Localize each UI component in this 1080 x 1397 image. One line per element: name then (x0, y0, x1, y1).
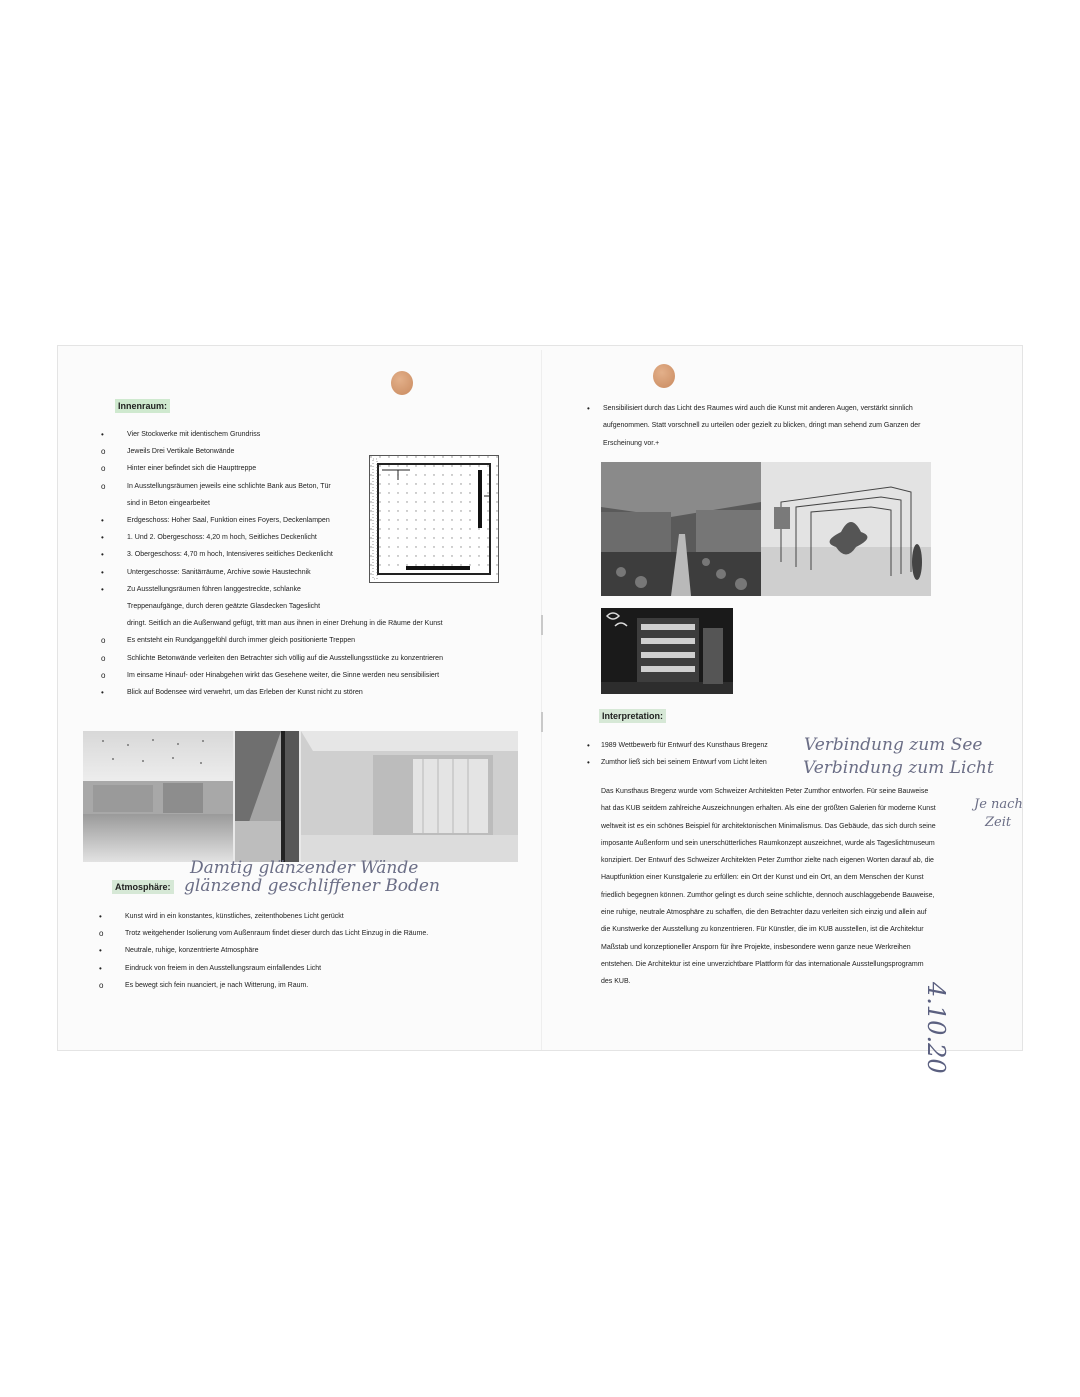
list-item: o Schlichte Betonwände verleiten den Betrachter sich völlig auf die Ausstellungsstücke zu konzentrieren (101, 653, 443, 663)
text-line: eine ruhige, neutrale Atmosphäre zu schaffen, die den Betrachter dazu verleiten sich einzig und allein auf (601, 909, 927, 917)
interpretation-heading: Interpretation: (599, 709, 666, 723)
floor-plan-image (369, 455, 499, 583)
list-item: • Erdgeschoss: Hoher Saal, Funktion eines Foyers, Deckenlampen (101, 516, 330, 526)
innenraum-heading: Innenraum: (115, 399, 170, 413)
text-line: hat das KUB seitdem zahlreiche Auszeichnungen erhalten. Als eine der größten Galerien für moderne Kunst (601, 805, 936, 813)
text-line: Hauptfunktion einer Kunstgalerie zu erfüllen: ein Ort der Kunst und ein Ort, an dem Menschen der Kunst (601, 874, 924, 882)
list-item: • 1. Und 2. Obergeschoss: 4,20 m hoch, Seitliches Deckenlicht (101, 533, 317, 543)
list-item: sind in Beton eingearbeitet (127, 499, 210, 507)
bullet: • (587, 404, 590, 413)
list-item: • Zu Ausstellungsräumen führen langgestreckte, schlanke (101, 584, 301, 594)
list-item: • Vier Stockwerke mit identischem Grundriss (101, 430, 261, 439)
text-line: die Kunstwerke der Ausstellung zu konzentrieren. Für Künstler, die im KUB ausstellen, ist die Architektur (601, 926, 924, 934)
handwritten-date: 4.10.20 (922, 982, 950, 1074)
list-item: • Zumthor ließ sich bei seinem Entwurf vom Licht leiten (587, 758, 767, 768)
text-line: Erscheinung vor.+ (603, 439, 660, 447)
building-night-photo (601, 608, 733, 694)
list-item: o Trotz weitgehender Isolierung vom Außenraum findet dieser durch das Licht Einzug in die Räume. (99, 929, 429, 939)
atmosphaere-list (99, 908, 529, 994)
list-item: • 3. Obergeschoss: 4,70 m hoch, Intensiveres seitliches Deckenlicht (101, 550, 333, 560)
handwritten-note: Je nach (974, 797, 1023, 812)
handwritten-note: Verbindung zum Licht (803, 758, 994, 778)
text-line: Sensibilisiert durch das Licht des Raumes wird auch die Kunst mit anderen Augen, verstärkt sinnlich (603, 405, 913, 412)
list-item: o Hinter einer befindet sich die Haupttreppe (101, 464, 257, 474)
list-item: o In Ausstellungsräumen jeweils eine schlichte Bank aus Beton, Tür (101, 481, 331, 491)
handwritten-note: Damtig glänzender Wände (190, 858, 419, 878)
atmosphaere-heading: Atmosphäre: (112, 880, 174, 894)
center-fold (541, 350, 542, 1050)
list-item: o Jeweils Drei Vertikale Betonwände (101, 447, 235, 457)
handwritten-note: Verbindung zum See (804, 735, 983, 755)
text-line: konzipiert. Der Entwurf des Schweizer Architekten Peter Zumthor zielte nach eigenen Worten darauf ab, die (601, 857, 934, 865)
list-item: • Kunst wird in ein konstantes, künstliches, zeitenthobenes Licht gerückt (99, 912, 344, 921)
pin-right (653, 364, 675, 388)
list-item: dringt. Seitlich an die Außenwand gefügt, tritt man aus ihnen in einer Drehung in die Räume der Kunst (127, 620, 443, 628)
list-item: • Eindruck von freiem in den Ausstellungsraum einfallendes Licht (99, 963, 322, 973)
text-line: aufgenommen. Statt vorschnell zu urteilen oder gezielt zu blicken, dringt man sehend zum Ganzen der (603, 422, 921, 430)
text-line: weltweit ist es ein schönes Beispiel für architektonischen Minimalismus. Das Gebäude, das sich durch seine (601, 822, 936, 830)
interpretation-list (587, 737, 807, 771)
list-item: • Blick auf Bodensee wird verwehrt, um das Erleben der Kunst nicht zu stören (101, 688, 363, 698)
exhibition-photos (601, 462, 931, 596)
text-line: Maßstab und konzeptioneller Ansporn für ihre Projekte, insbesondere wenn ganze neue Werkreihen (601, 943, 911, 951)
text-line: imposante Außenform und sein unerschütterliches Raumkonzept auszeichnet, wurde als Tageslichtmuseum (601, 839, 935, 847)
text-line: friedlich begegnen können. Zumthor gelingt es durch seine schlichte, dennoch auschlaggebende Bauweise, (601, 891, 935, 899)
text-line: Das Kunsthaus Bregenz wurde vom Schweizer Architekten Peter Zumthor entworfen. Für seine Bauweise (601, 788, 929, 795)
text-line: entstehen. Die Architektur ist eine unverzichtbare Plattform für das internationale Ausstellungsprogramm (601, 960, 924, 968)
list-item: o Es bewegt sich fein nuanciert, je nach Witterung, im Raum. (99, 980, 309, 990)
interpretation-paragraph (601, 783, 971, 991)
list-item: • 1989 Wettbewerb für Entwurf des Kunsthaus Bregenz (587, 741, 768, 750)
fold-mark (541, 615, 543, 635)
list-item: o Im einsame Hinauf- oder Hinabgehen wirkt das Gesehene weiter, die Sinne werden neu sensibilisiert (101, 670, 440, 680)
interior-photos (83, 731, 518, 862)
sensibilisiert-paragraph (587, 400, 1007, 452)
text-line: des KUB. (601, 978, 631, 986)
list-item: • Untergeschosse: Sanitärräume, Archive sowie Haustechnik (101, 567, 311, 577)
handwritten-note: glänzend geschliffener Boden (184, 876, 440, 896)
fold-mark (541, 712, 543, 732)
list-item: Treppenaufgänge, durch deren geätzte Glasdecken Tageslicht (127, 603, 321, 611)
list-item: o Es entsteht ein Rundganggefühl durch immer gleich positionierte Treppen (101, 636, 356, 646)
list-item: • Neutrale, ruhige, konzentrierte Atmosphäre (99, 946, 259, 956)
pin-left (391, 371, 413, 395)
handwritten-note: Zeit (985, 815, 1012, 830)
